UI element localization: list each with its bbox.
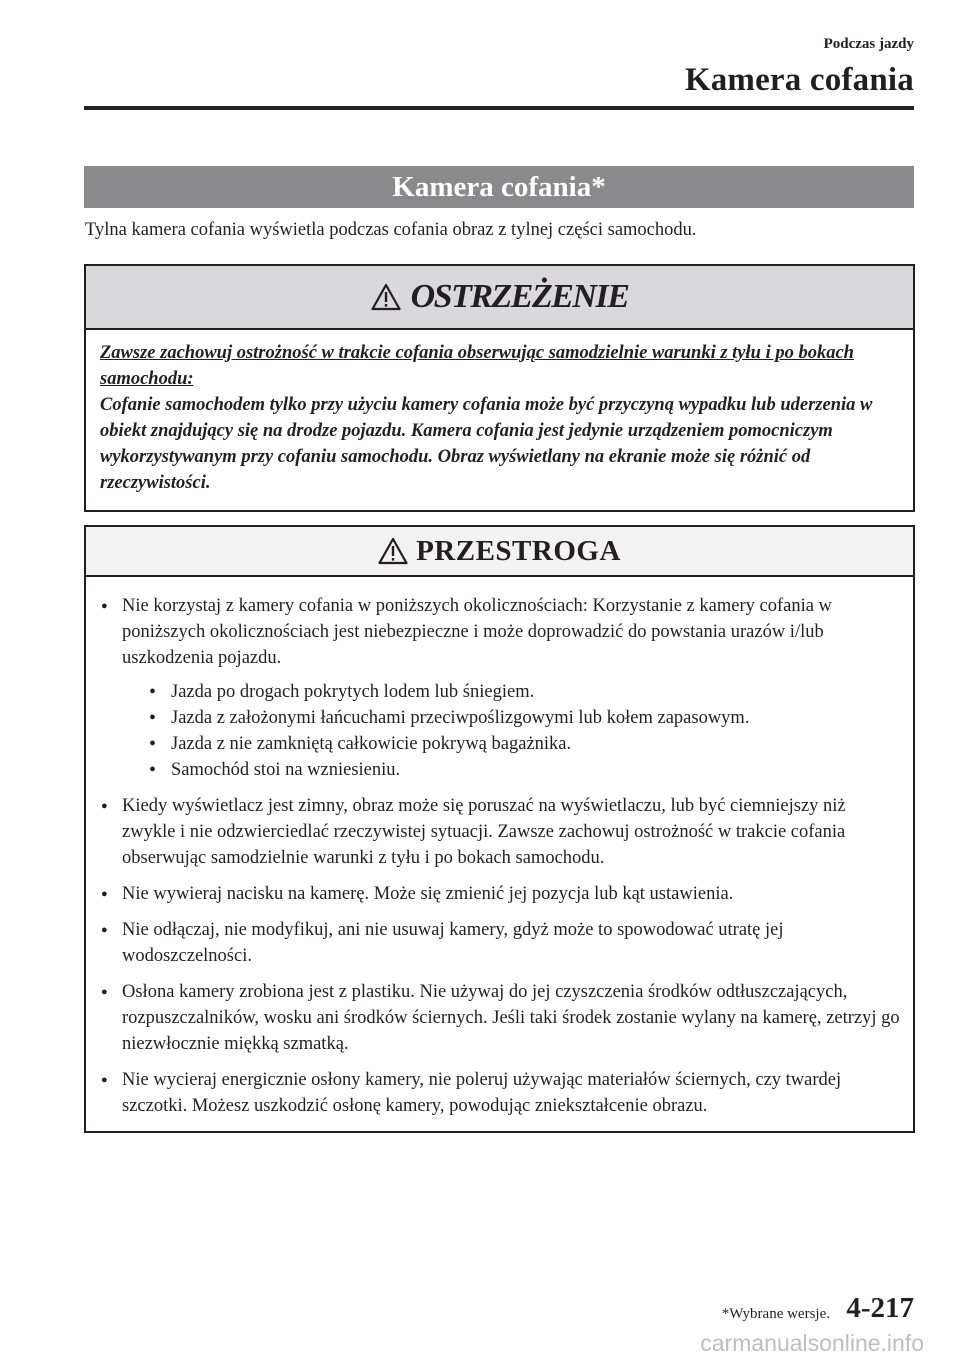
- section-banner: Kamera cofania*: [84, 166, 914, 208]
- watermark: carmanualsonline.info: [700, 1330, 924, 1356]
- warning-box: [84, 264, 915, 512]
- caution-item: [98, 593, 901, 783]
- warning-triangle-icon: [371, 283, 401, 311]
- caution-sublist: [122, 679, 901, 783]
- caution-item: ● Kiedy wyświetlacz jest zimny, obraz może się poruszać na wyświetlaczu, lub być ciemniejszy niż zwykle i nie odzwierciedlać rzeczywistej sytuacji. Zawsze zachowuj ostrożność w trakcie cofania obserwując samodzielnie warunki z tyłu i po bokach samochodu.: [98, 793, 901, 871]
- page-title: Kamera cofania: [684, 62, 914, 98]
- caution-item: ● Osłona kamery zrobiona jest z plastiku. Nie używaj do jej czyszczenia środków odtłuszczających, rozpuszczalników, wosku ani środków ściernych. Jeśli taki środek zostanie wylany na kamerę, zetrzyj go niezwłocznie miękką szmatką.: [98, 979, 901, 1057]
- caution-subitem: • Jazda z nie zamkniętą całkowicie pokrywą bagażnika.: [146, 731, 901, 757]
- warning-title: OSTRZEŻENIE: [410, 278, 629, 315]
- caution-subitem: • Jazda z założonymi łańcuchami przeciwpoślizgowymi lub kołem zapasowym.: [146, 705, 901, 731]
- header-section-name: Podczas jazdy: [823, 36, 914, 52]
- warning-underlined-text: Zawsze zachowuj ostrożność w trakcie cofania obserwując samodzielnie warunki z tyłu i po bokach samochodu:: [100, 343, 854, 389]
- header-divider: [84, 106, 914, 110]
- footnote: *Wybrane wersje.: [721, 1306, 830, 1322]
- caution-item: ● Nie odłączaj, nie modyfikuj, ani nie usuwaj kamery, gdyż może to spowodować utratę jej wodoszczelności.: [98, 917, 901, 969]
- caution-body: [86, 577, 913, 1131]
- caution-subitem: • Jazda po drogach pokrytych lodem lub śniegiem.: [146, 679, 901, 705]
- warning-text: Cofanie samochodem tylko przy użyciu kamery cofania może być przyczyną wypadku lub uderzenia w obiekt znajdujący się na drodze pojazdu. Kamera cofania jest jedynie urządzeniem pomocniczym wykorzystywanym przy cofaniu samochodu. Obraz wyświetlany na ekranie może się różnić od rzeczywistości.: [100, 395, 873, 493]
- caution-item: ● Nie wycieraj energicznie osłony kamery, nie poleruj używając materiałów ściernych, czy twardej szczotki. Możesz uszkodzić osłonę kamery, powodując zniekształcenie obrazu.: [98, 1067, 901, 1119]
- warning-header: [86, 266, 913, 330]
- page-number: 4-217: [846, 1292, 914, 1324]
- caution-subitem: • Samochód stoi na wzniesieniu.: [146, 757, 901, 783]
- warning-body: [86, 330, 913, 510]
- caution-header: [86, 527, 913, 577]
- caution-item-text: Nie korzystaj z kamery cofania w poniższych okolicznościach: Korzystanie z kamery cofania w poniższych okolicznościach jest niebezpieczne i może doprowadzić do powstania urazów i/lub uszkodzenia pojazdu.: [122, 596, 832, 668]
- caution-box: [84, 525, 915, 1133]
- caution-item: ● Nie wywieraj nacisku na kamerę. Może się zmienić jej pozycja lub kąt ustawienia.: [98, 881, 901, 907]
- caution-title: PRZESTROGA: [416, 534, 621, 567]
- intro-paragraph: Tylna kamera cofania wyświetla podczas cofania obraz z tylnej części samochodu.: [85, 220, 697, 240]
- caution-triangle-icon: [378, 537, 408, 565]
